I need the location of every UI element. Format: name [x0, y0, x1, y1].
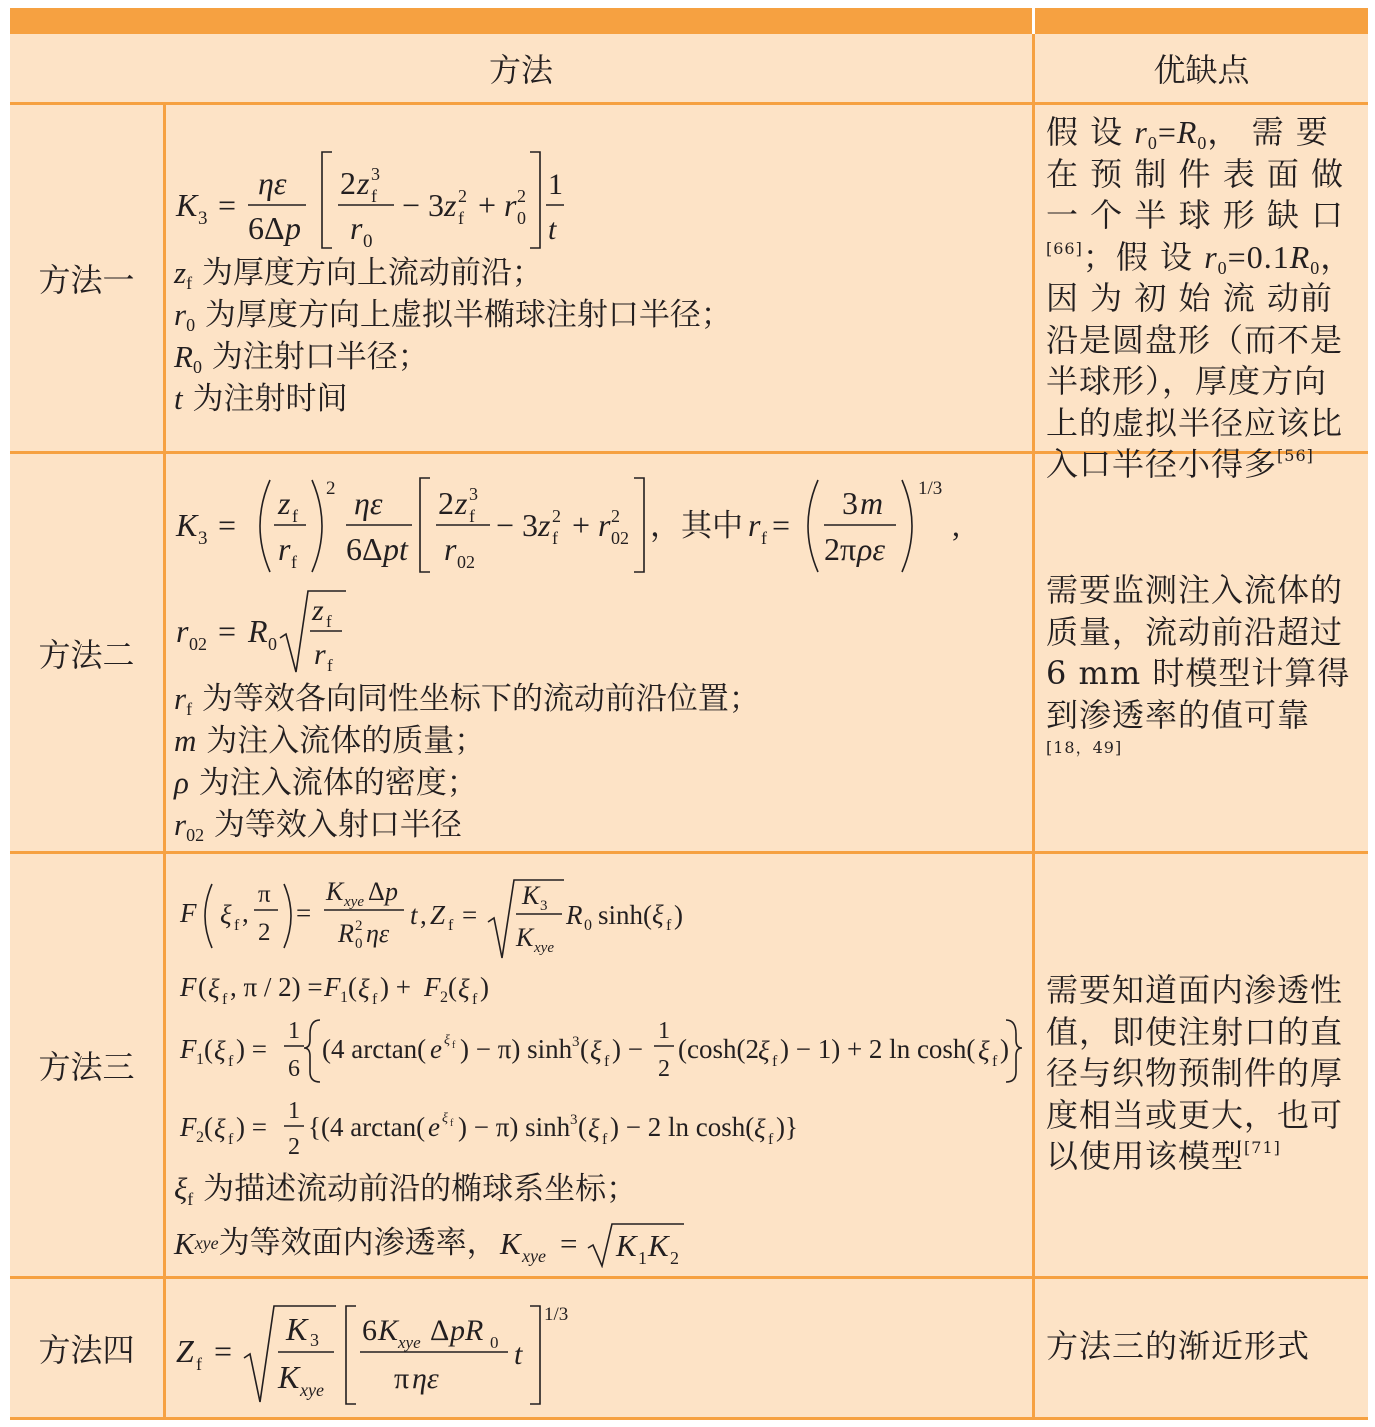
- definition-symbol: K: [174, 1225, 195, 1261]
- svg-text:3: 3: [198, 208, 208, 229]
- svg-text:f: f: [450, 1118, 454, 1129]
- svg-text:f: f: [768, 1131, 774, 1148]
- desc-text: =0.1: [1227, 238, 1290, 275]
- svg-text:2: 2: [458, 186, 467, 206]
- definition-line: [174, 720, 1024, 762]
- svg-text:02: 02: [189, 634, 207, 654]
- svg-text:) −: ) −: [612, 1034, 643, 1064]
- svg-text:F: F: [180, 972, 197, 1002]
- row-label-method-1: 方法一: [38, 261, 135, 299]
- svg-text:+: +: [572, 507, 591, 543]
- svg-text:ξ: ξ: [652, 900, 664, 930]
- table-top-bar: [10, 8, 1368, 34]
- desc-text: 假 设: [1046, 113, 1135, 151]
- definition-subscript: f: [186, 273, 193, 293]
- definition-line: [174, 762, 1024, 804]
- svg-text:− 3: − 3: [496, 507, 539, 543]
- definition-line: K xye 为等效面内渗透率， K xye = K 1 K 2: [174, 1218, 1024, 1268]
- svg-text:f: f: [472, 991, 478, 1008]
- svg-text:6: 6: [288, 1056, 300, 1082]
- desc-text: 需要监测注入流体的质量，流动前沿超过 6 mm 时模型计算得到渗透率的值可靠: [1046, 571, 1351, 734]
- definition-text: 为描述流动前沿的椭球系坐标；: [193, 1171, 638, 1207]
- svg-text:K: K: [615, 1228, 637, 1263]
- svg-text:r: r: [278, 531, 291, 567]
- svg-text:) − π) sinh: ) − π) sinh: [460, 1034, 573, 1064]
- svg-text:pt: pt: [383, 531, 408, 567]
- svg-text:t: t: [514, 1338, 523, 1371]
- svg-text:3: 3: [572, 1034, 580, 1050]
- definition-line: [174, 336, 1024, 378]
- svg-text:Δ: Δ: [430, 1314, 450, 1347]
- svg-text:ξ: ξ: [758, 1036, 770, 1066]
- svg-text:ξ: ξ: [444, 1033, 450, 1048]
- svg-text:F: F: [180, 1034, 197, 1064]
- svg-text:F: F: [424, 972, 441, 1002]
- svg-text:1: 1: [288, 1098, 300, 1124]
- column-rule-right: [1032, 34, 1035, 1420]
- definition-symbol: m: [174, 723, 197, 758]
- svg-text:t: t: [410, 900, 418, 930]
- svg-text:ηε: ηε: [412, 1362, 439, 1395]
- svg-text:)}: )}: [776, 1112, 798, 1142]
- definition-text: 为等效面内渗透率，: [218, 1224, 498, 1261]
- svg-text:ξ: ξ: [358, 974, 370, 1004]
- svg-text:2: 2: [658, 1056, 670, 1082]
- svg-text:=: =: [296, 898, 312, 928]
- desc-subscript: 0: [1217, 257, 1228, 278]
- pros-cons-method-2: [1046, 570, 1356, 778]
- definition-symbol: t: [174, 381, 183, 416]
- svg-text:) +: ) +: [380, 972, 411, 1002]
- definition-text: 为等效入射口半径: [204, 807, 462, 843]
- svg-text:z: z: [312, 594, 324, 627]
- svg-text:ηε: ηε: [258, 165, 287, 201]
- svg-text:r: r: [598, 507, 611, 543]
- svg-text:ξ: ξ: [442, 1111, 448, 1126]
- definition-line: [174, 294, 1024, 336]
- svg-text:+: +: [478, 187, 497, 223]
- svg-text:K: K: [516, 923, 534, 952]
- svg-text:1: 1: [548, 168, 563, 201]
- svg-text:f: f: [228, 1131, 234, 1148]
- svg-text:z: z: [444, 187, 457, 223]
- row-label-method-4: 方法四: [38, 1331, 135, 1369]
- desc-subscript: 0: [1147, 133, 1158, 153]
- definition-symbol: r: [174, 297, 187, 332]
- svg-text:R: R: [566, 900, 583, 930]
- svg-text:02: 02: [457, 552, 475, 572]
- where-text: ，其中: [650, 508, 743, 543]
- svg-text:2: 2: [355, 918, 363, 934]
- svg-text:f: f: [448, 917, 454, 934]
- definition-subscript: f: [187, 1189, 194, 1209]
- svg-text:ηε: ηε: [366, 919, 390, 948]
- definition-text: 为注射时间: [182, 381, 348, 417]
- svg-text:ξ: ξ: [214, 1036, 226, 1066]
- formula-r02: [174, 588, 374, 678]
- svg-text:Δ: Δ: [368, 877, 385, 906]
- methods-table: [10, 8, 1368, 1420]
- svg-text:2: 2: [258, 919, 271, 946]
- svg-text:e: e: [428, 1112, 440, 1142]
- svg-text:z: z: [357, 165, 370, 201]
- definitions-method-3: [174, 1168, 1024, 1268]
- svg-text:pR: pR: [450, 1314, 484, 1347]
- svg-text:K: K: [176, 507, 198, 543]
- svg-text:(cosh(2: (cosh(2: [678, 1034, 759, 1064]
- svg-text:(: (: [348, 972, 357, 1002]
- definition-symbol: r: [174, 681, 187, 716]
- svg-text:f: f: [604, 1053, 610, 1070]
- svg-text:2: 2: [517, 186, 526, 206]
- svg-text:− 3: − 3: [402, 187, 445, 223]
- svg-text:z: z: [538, 507, 551, 543]
- citation-ref: [66]: [1046, 238, 1083, 258]
- definitions-method-2: [174, 678, 1024, 846]
- definition-subscript: 0: [192, 357, 202, 377]
- svg-text:2: 2: [326, 478, 336, 499]
- column-rule-left: [163, 102, 166, 1420]
- definition-text: 为注入流体的质量；: [196, 723, 486, 759]
- svg-text:K: K: [278, 1359, 300, 1395]
- svg-text:3: 3: [842, 485, 858, 521]
- top-bar-separator: [1032, 8, 1035, 34]
- svg-text:r: r: [314, 638, 326, 671]
- svg-text:2: 2: [552, 506, 561, 526]
- svg-text:,: ,: [420, 900, 427, 930]
- svg-text:{(4 arctan(: {(4 arctan(: [308, 1112, 426, 1142]
- svg-text:K: K: [286, 1311, 308, 1347]
- desc-symbol: r: [1204, 238, 1218, 275]
- svg-text:f: f: [469, 506, 475, 526]
- svg-text:f: f: [326, 612, 332, 631]
- svg-text:=: =: [214, 1333, 233, 1369]
- svg-text:m: m: [860, 485, 884, 521]
- svg-text:F: F: [324, 972, 341, 1002]
- svg-text:3: 3: [371, 164, 380, 184]
- svg-text:K: K: [499, 1226, 521, 1261]
- definition-line: [174, 804, 1024, 846]
- definition-text: 为厚度方向上流动前沿；: [192, 255, 543, 291]
- svg-text:ξ: ξ: [978, 1036, 990, 1066]
- header-pros-cons: 优缺点: [1153, 51, 1250, 89]
- svg-text:sinh(: sinh(: [598, 900, 652, 930]
- svg-text:1: 1: [288, 1018, 300, 1044]
- row-rule-3: [10, 1276, 1368, 1279]
- svg-text:xye: xye: [344, 894, 364, 910]
- svg-text:1/3: 1/3: [918, 478, 943, 499]
- formula-kxye: [498, 1218, 698, 1268]
- definitions-method-1: [174, 252, 1024, 420]
- pros-cons-method-1: [1046, 112, 1356, 486]
- svg-text:f: f: [228, 1053, 234, 1070]
- svg-text:K: K: [522, 881, 540, 910]
- svg-text:=: =: [218, 187, 237, 223]
- svg-text:K: K: [176, 187, 198, 223]
- svg-text:) =: ) =: [236, 1034, 267, 1064]
- svg-text:K: K: [378, 1314, 399, 1347]
- svg-text:f: f: [772, 1053, 778, 1070]
- desc-symbol: R: [1289, 238, 1311, 275]
- svg-text:f: f: [292, 506, 298, 526]
- definition-symbol: R: [174, 339, 193, 374]
- row-label-method-3: 方法三: [38, 1048, 135, 1086]
- svg-text:0: 0: [517, 208, 526, 228]
- svg-text:0: 0: [268, 634, 277, 654]
- svg-text:xye: xye: [398, 1333, 421, 1352]
- svg-text:p: p: [385, 877, 398, 906]
- definition-line: [174, 252, 1024, 294]
- svg-text:F: F: [180, 898, 197, 928]
- svg-text:, π / 2) =: , π / 2) =: [230, 972, 323, 1002]
- svg-text:R: R: [338, 919, 354, 948]
- desc-symbol: R: [1176, 114, 1198, 150]
- formula-method-1: [174, 144, 574, 254]
- svg-text:6Δ: 6Δ: [346, 531, 383, 567]
- svg-text:(: (: [198, 972, 207, 1002]
- desc-text: ， 需 要 在 预 制 件 表 面 做 一 个 半 球 形 缺 口: [1046, 113, 1345, 234]
- svg-text:p: p: [285, 210, 301, 246]
- citation-ref: [71]: [1244, 1138, 1281, 1157]
- svg-text:) − 2 ln cosh(: ) − 2 ln cosh(: [610, 1112, 755, 1142]
- svg-text:xye: xye: [534, 940, 554, 956]
- svg-text:(: (: [448, 972, 457, 1002]
- definition-symbol: z: [174, 255, 187, 290]
- svg-text:=: =: [559, 1226, 578, 1261]
- svg-text:1/3: 1/3: [544, 1304, 569, 1325]
- svg-text:0: 0: [363, 231, 373, 252]
- svg-text:3: 3: [469, 484, 478, 504]
- svg-text:=: =: [218, 507, 237, 543]
- svg-text:f: f: [602, 1131, 608, 1148]
- definition-symbol: r: [174, 807, 187, 842]
- pros-cons-method-4: 方法三的渐近形式: [1046, 1327, 1311, 1365]
- svg-text:xye: xye: [300, 1380, 324, 1400]
- svg-text:Z: Z: [430, 900, 446, 930]
- svg-text:ηε: ηε: [354, 485, 383, 521]
- definition-text: 为等效各向同性坐标下的流动前沿位置；: [192, 681, 760, 717]
- svg-text:1: 1: [637, 1248, 647, 1268]
- svg-text:xye: xye: [521, 1246, 546, 1266]
- svg-text:2: 2: [196, 1129, 204, 1146]
- svg-text:=: =: [772, 507, 791, 543]
- svg-text:) =: ) =: [236, 1112, 267, 1142]
- svg-text:R: R: [248, 613, 268, 649]
- svg-text:3: 3: [570, 1112, 578, 1128]
- svg-text:ξ: ξ: [220, 900, 232, 930]
- svg-text:F: F: [180, 1112, 197, 1142]
- svg-text:02: 02: [611, 528, 629, 548]
- desc-subscript: 0: [1197, 133, 1208, 153]
- svg-text:0: 0: [490, 1333, 499, 1352]
- svg-text:K: K: [326, 877, 344, 906]
- svg-text:3: 3: [540, 898, 548, 914]
- svg-text:(: (: [204, 1112, 213, 1142]
- svg-text:2: 2: [440, 989, 448, 1006]
- svg-text:): ): [1000, 1034, 1009, 1064]
- header-rule: [10, 102, 1368, 105]
- definition-subscript: 02: [186, 825, 205, 845]
- svg-text:2: 2: [438, 485, 454, 521]
- svg-text:r: r: [504, 187, 517, 223]
- svg-text:ξ: ξ: [754, 1114, 766, 1144]
- svg-text:f: f: [458, 208, 464, 228]
- citation-ref: [18，49]: [1046, 738, 1123, 757]
- header-method: 方法: [488, 51, 553, 89]
- svg-text:r: r: [176, 613, 189, 649]
- svg-text:f: f: [291, 552, 297, 572]
- svg-text:z: z: [278, 485, 291, 521]
- svg-text:2: 2: [288, 1134, 300, 1160]
- svg-text:0: 0: [355, 936, 363, 952]
- svg-text:0: 0: [584, 917, 592, 934]
- svg-text:(: (: [578, 1112, 587, 1142]
- svg-text:(4 arctan(: (4 arctan(: [322, 1034, 427, 1064]
- formula-method-4: [174, 1292, 594, 1412]
- svg-text:=: =: [462, 900, 478, 930]
- definition-text: 为注入流体的密度；: [188, 765, 478, 801]
- svg-text:3: 3: [198, 528, 208, 549]
- definition-text: 为注射口半径；: [201, 339, 429, 375]
- svg-text:ξ: ξ: [208, 974, 220, 1004]
- svg-text:2π: 2π: [824, 531, 857, 567]
- svg-text:,: ,: [242, 898, 249, 928]
- definition-symbol: ρ: [174, 765, 189, 800]
- svg-text:ξ: ξ: [588, 1114, 600, 1144]
- row-label-method-2: 方法二: [38, 635, 135, 674]
- svg-text:f: f: [761, 528, 767, 548]
- definition-line: [174, 678, 1024, 720]
- svg-text:(: (: [204, 1034, 213, 1064]
- svg-text:ρε: ρε: [857, 531, 885, 567]
- desc-symbol: r: [1134, 114, 1148, 150]
- svg-text:2: 2: [669, 1248, 679, 1268]
- svg-text:2: 2: [611, 506, 620, 526]
- svg-text:r: r: [748, 507, 761, 543]
- svg-text:π: π: [258, 881, 271, 908]
- svg-text:Z: Z: [176, 1333, 194, 1369]
- citation-ref: [56]: [1277, 446, 1314, 465]
- svg-text:3: 3: [310, 1330, 319, 1350]
- svg-text:f: f: [371, 186, 377, 206]
- svg-text:t: t: [548, 213, 557, 246]
- definition-line: [174, 1168, 1024, 1210]
- bottom-rule: [10, 1417, 1368, 1420]
- svg-text:,: ,: [952, 507, 960, 543]
- definition-line: [174, 378, 1024, 420]
- desc-text: =: [1157, 114, 1177, 150]
- svg-text:) − 1) + 2 ln cosh(: ) − 1) + 2 ln cosh(: [780, 1034, 976, 1064]
- svg-text:ξ: ξ: [214, 1114, 226, 1144]
- definition-subscript: 0: [186, 315, 196, 335]
- desc-text: ，因 为 初 始 流 动前沿是圆盘形（而不是半球形），厚度方向上的虚拟半径应该比入口半径小得多: [1046, 237, 1354, 483]
- svg-text:f: f: [452, 1040, 456, 1051]
- formula-method-2: [174, 466, 974, 584]
- svg-text:=: =: [218, 613, 237, 649]
- svg-text:f: f: [666, 917, 672, 934]
- svg-text:r: r: [350, 210, 363, 246]
- svg-text:1: 1: [658, 1018, 670, 1044]
- svg-text:f: f: [372, 991, 378, 1008]
- svg-text:2: 2: [340, 165, 356, 201]
- svg-text:ξ: ξ: [590, 1036, 602, 1066]
- svg-text:): ): [480, 972, 489, 1002]
- svg-text:1: 1: [196, 1051, 204, 1068]
- svg-text:π: π: [394, 1362, 410, 1395]
- svg-text:6Δ: 6Δ: [248, 210, 285, 246]
- svg-text:f: f: [196, 1354, 202, 1374]
- svg-text:) − π) sinh: ) − π) sinh: [458, 1112, 571, 1142]
- svg-text:f: f: [327, 656, 333, 675]
- svg-text:K: K: [647, 1228, 669, 1263]
- row-rule-2: [10, 851, 1368, 854]
- svg-text:6: 6: [362, 1314, 377, 1347]
- svg-text:): ): [674, 900, 683, 930]
- svg-text:f: f: [992, 1053, 998, 1070]
- svg-text:f: f: [222, 991, 228, 1008]
- svg-text:z: z: [455, 485, 468, 521]
- desc-text: 需要知道面内渗透性值，即使注射口的直径与织物预制件的厚度相当或更大，也可以使用该模型: [1046, 971, 1344, 1175]
- svg-text:f: f: [552, 528, 558, 548]
- definition-subscript: f: [186, 699, 193, 719]
- svg-text:f: f: [234, 917, 240, 934]
- svg-text:(: (: [580, 1034, 589, 1064]
- svg-text:e: e: [430, 1034, 442, 1064]
- svg-text:1: 1: [340, 989, 348, 1006]
- formula-method-3: [174, 862, 1024, 1174]
- desc-text: ；假 设: [1082, 237, 1205, 276]
- definition-symbol: ξ: [174, 1171, 188, 1206]
- definition-text: 为厚度方向上虚拟半椭球注射口半径；: [195, 297, 732, 333]
- svg-text:ξ: ξ: [458, 974, 470, 1004]
- pros-cons-method-3: [1046, 970, 1356, 1178]
- desc-subscript: 0: [1310, 257, 1321, 278]
- svg-text:r: r: [444, 531, 457, 567]
